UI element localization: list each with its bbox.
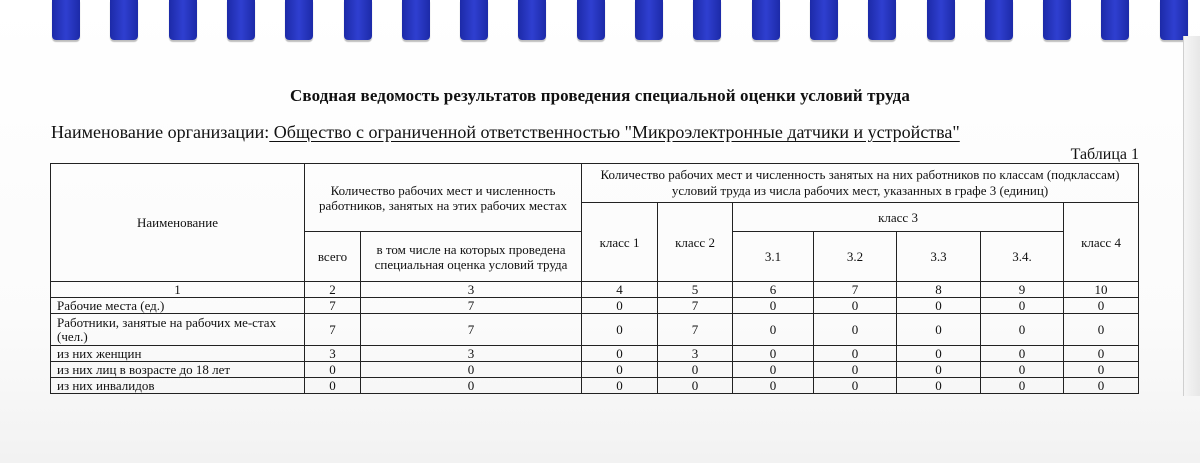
- cell-class3-3: 0: [897, 378, 981, 394]
- column-number: 4: [582, 282, 658, 298]
- cell-class4: 0: [1064, 362, 1139, 378]
- binding-ring: [460, 0, 488, 40]
- cell-class3-4: 0: [981, 346, 1064, 362]
- cell-class3-4: 0: [981, 298, 1064, 314]
- column-number: 2: [305, 282, 361, 298]
- cell-class3-3: 0: [897, 314, 981, 346]
- column-number: 1: [51, 282, 305, 298]
- header-assessed: в том числе на которых проведена специальная оценка условий труда: [361, 232, 582, 282]
- cell-class3-2: 0: [814, 362, 897, 378]
- column-number: 9: [981, 282, 1064, 298]
- binding-ring: [1043, 0, 1071, 40]
- row-label: Рабочие места (ед.): [51, 298, 305, 314]
- cell-assessed: 0: [361, 362, 582, 378]
- cell-total: 0: [305, 378, 361, 394]
- cell-class3-2: 0: [814, 346, 897, 362]
- cell-assessed: 3: [361, 346, 582, 362]
- cell-class2: 7: [658, 314, 733, 346]
- cell-class4: 0: [1064, 378, 1139, 394]
- binding-ring: [635, 0, 663, 40]
- cell-class3-1: 0: [733, 314, 814, 346]
- binding-ring: [810, 0, 838, 40]
- cell-class2: 0: [658, 378, 733, 394]
- column-numbers-row: [51, 282, 1139, 298]
- column-number: 10: [1064, 282, 1139, 298]
- cell-class1: 0: [582, 346, 658, 362]
- cell-class4: 0: [1064, 298, 1139, 314]
- cell-assessed: 7: [361, 314, 582, 346]
- table-row: [51, 378, 1139, 394]
- header-class2: класс 2: [658, 203, 733, 282]
- header-total: всего: [305, 232, 361, 282]
- cell-class1: 0: [582, 314, 658, 346]
- binding-ring: [344, 0, 372, 40]
- header-class3-1: 3.1: [733, 232, 814, 282]
- binding-ring: [693, 0, 721, 40]
- binding-ring: [985, 0, 1013, 40]
- organization-line: [51, 122, 960, 143]
- cell-class1: 0: [582, 298, 658, 314]
- header-class1: класс 1: [582, 203, 658, 282]
- cell-class3-2: 0: [814, 378, 897, 394]
- binding-ring: [110, 0, 138, 40]
- cell-class3-1: 0: [733, 346, 814, 362]
- header-class3-2: 3.2: [814, 232, 897, 282]
- row-label: из них лиц в возрасте до 18 лет: [51, 362, 305, 378]
- cell-class2: 7: [658, 298, 733, 314]
- cell-total: 0: [305, 362, 361, 378]
- document-title: Сводная ведомость результатов проведения специальной оценки условий труда: [290, 86, 910, 105]
- binding-ring: [927, 0, 955, 40]
- cell-class3-1: 0: [733, 378, 814, 394]
- cell-class3-4: 0: [981, 314, 1064, 346]
- spiral-binding: [0, 0, 1200, 42]
- table-row: [51, 314, 1139, 346]
- table-row: [51, 346, 1139, 362]
- organization-label: Наименование организации:: [51, 122, 270, 142]
- binding-ring: [577, 0, 605, 40]
- cell-class4: 0: [1064, 314, 1139, 346]
- binding-ring: [752, 0, 780, 40]
- cell-class1: 0: [582, 378, 658, 394]
- column-number: 6: [733, 282, 814, 298]
- cell-class3-3: 0: [897, 362, 981, 378]
- cell-total: 7: [305, 298, 361, 314]
- binding-ring: [169, 0, 197, 40]
- binding-ring: [52, 0, 80, 40]
- row-label: из них женщин: [51, 346, 305, 362]
- cell-assessed: 7: [361, 298, 582, 314]
- header-classes-group: Количество рабочих мест и численность занятых на них работников по классам (подклассам) условий труда из числа рабочих мест, указанных в графе 3 (единиц): [582, 164, 1139, 203]
- cell-class2: 0: [658, 362, 733, 378]
- cell-class3-3: 0: [897, 298, 981, 314]
- organization-name: Общество с ограниченной ответственностью "Микроэлектронные датчики и устройства": [269, 122, 960, 142]
- header-class3: класс 3: [733, 203, 1064, 232]
- cell-class2: 3: [658, 346, 733, 362]
- cell-class1: 0: [582, 362, 658, 378]
- cell-class3-2: 0: [814, 314, 897, 346]
- binding-ring: [227, 0, 255, 40]
- column-number: 3: [361, 282, 582, 298]
- cell-class3-3: 0: [897, 346, 981, 362]
- cell-class4: 0: [1064, 346, 1139, 362]
- binding-ring: [868, 0, 896, 40]
- header-class3-3: 3.3: [897, 232, 981, 282]
- binding-ring: [518, 0, 546, 40]
- header-class4: класс 4: [1064, 203, 1139, 282]
- row-label: из них инвалидов: [51, 378, 305, 394]
- binding-ring: [402, 0, 430, 40]
- column-number: 8: [897, 282, 981, 298]
- row-label: Работники, занятые на рабочих ме-стах (чел.): [51, 314, 305, 346]
- cell-class3-4: 0: [981, 378, 1064, 394]
- cell-class3-1: 0: [733, 362, 814, 378]
- cell-assessed: 0: [361, 378, 582, 394]
- cell-class3-2: 0: [814, 298, 897, 314]
- header-workplaces-group: Количество рабочих мест и численность работников, занятых на этих рабочих местах: [305, 164, 582, 232]
- table-row: [51, 298, 1139, 314]
- summary-table: [50, 163, 1139, 394]
- table-row: [51, 362, 1139, 378]
- binding-ring: [1101, 0, 1129, 40]
- table-caption: Таблица 1: [1070, 146, 1139, 163]
- cell-total: 7: [305, 314, 361, 346]
- binding-ring: [285, 0, 313, 40]
- cell-class3-1: 0: [733, 298, 814, 314]
- binding-ring: [1160, 0, 1188, 40]
- header-class3-4: 3.4.: [981, 232, 1064, 282]
- cell-class3-4: 0: [981, 362, 1064, 378]
- column-number: 7: [814, 282, 897, 298]
- column-number: 5: [658, 282, 733, 298]
- cell-total: 3: [305, 346, 361, 362]
- header-name: Наименование: [51, 164, 305, 282]
